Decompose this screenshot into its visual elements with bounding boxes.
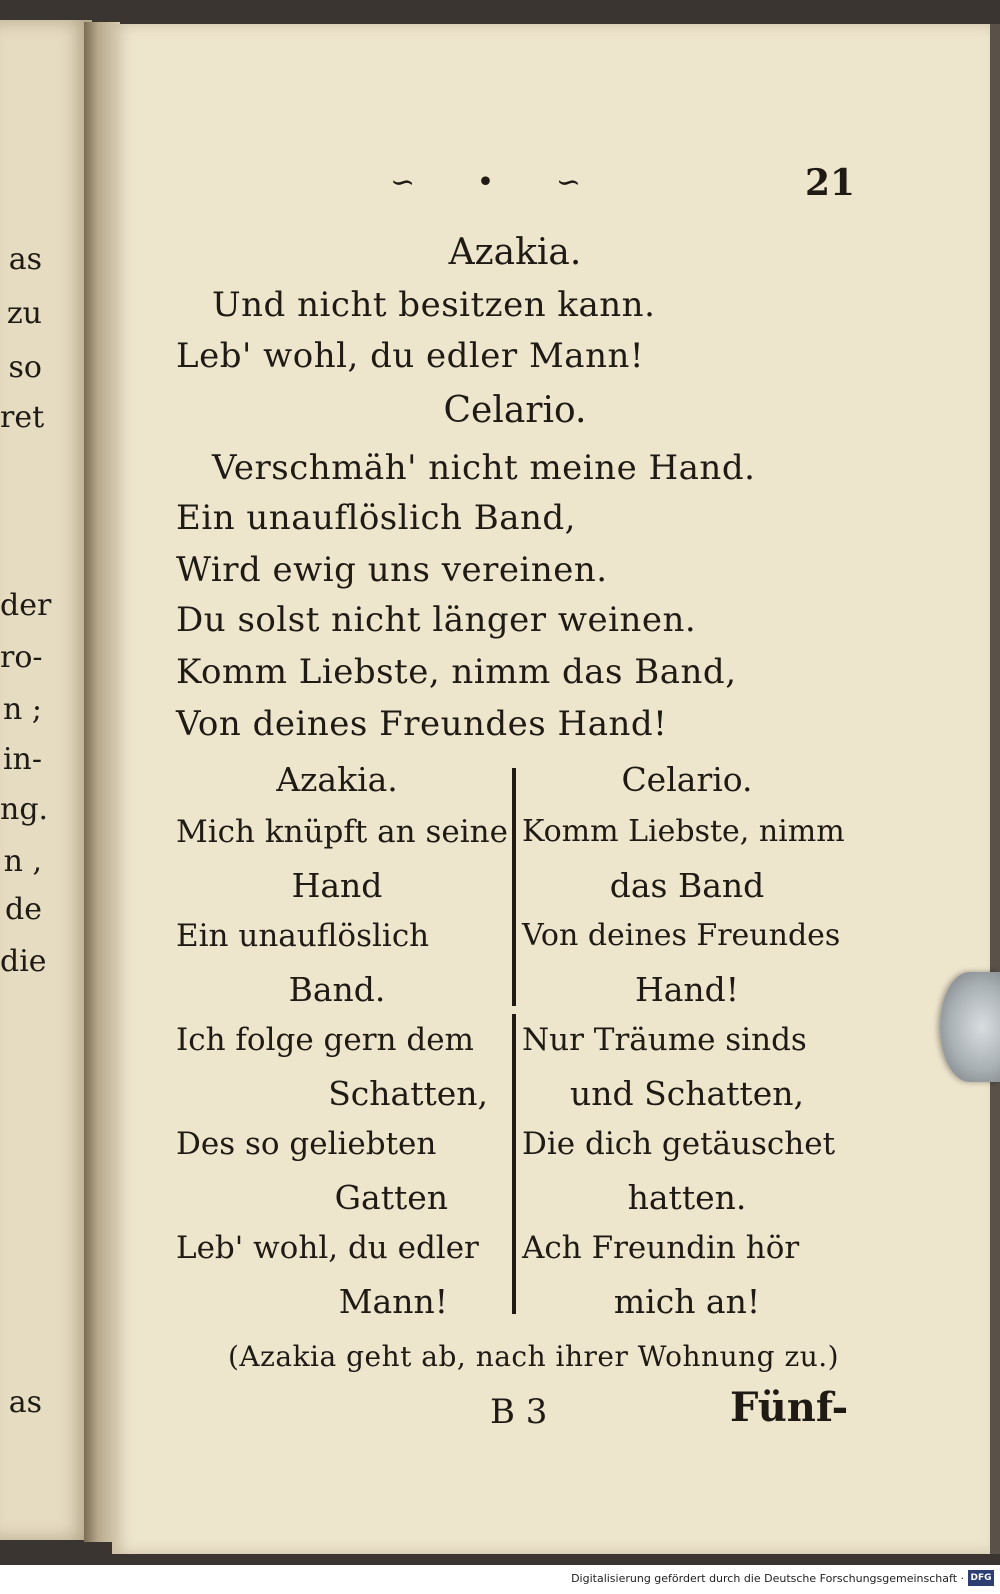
duet-left-line: Ein unauflöslich [176, 918, 430, 954]
footer-bar [0, 1565, 1000, 1594]
verse-line: Verschmäh' nicht meine Hand. [212, 448, 756, 488]
header-ornament: ∽ • ∽ [390, 165, 608, 200]
duet-right-line: Hand! [634, 970, 740, 1009]
verse-line: Von deines Freundes Hand! [176, 704, 668, 744]
page-holder-clip [940, 972, 1000, 1082]
stage-direction: (Azakia geht ab, nach ihrer Wohnung zu.) [228, 1340, 840, 1373]
duet-right-line: und Schatten, [570, 1074, 804, 1113]
duet-left-line: Band. [288, 970, 386, 1009]
duet-right-line: Komm Liebste, nimm [522, 814, 845, 849]
left-fragment: as [8, 1385, 42, 1420]
duet-left-line: Ich folge gern dem [176, 1022, 474, 1058]
verse-line: Du solst nicht länger weinen. [176, 600, 697, 640]
duet-left-line: Schatten, [328, 1074, 488, 1113]
duet-divider-lower [512, 1014, 516, 1314]
duet-left-line: Gatten [334, 1178, 448, 1217]
duet-right-line: das Band [609, 866, 765, 905]
page-number: 21 [805, 162, 856, 204]
left-fragment: ret [0, 400, 45, 435]
verse-line: Komm Liebste, nimm das Band, [176, 652, 737, 692]
verse-line: Wird ewig uns vereinen. [176, 550, 608, 590]
left-fragment: so [8, 350, 42, 385]
duet-left-line: Mich knüpft an seine [176, 814, 508, 850]
duet-right-column [522, 760, 852, 1320]
duet-right-line: Ach Freundin hör [522, 1230, 800, 1266]
left-fragment: n ; [3, 692, 42, 727]
left-fragment: zu [6, 296, 42, 331]
duet-right-line: mich an! [613, 1282, 761, 1321]
duet-left-line: Hand [291, 866, 383, 905]
footer-credit: Digitalisierung gefördert durch die Deutsche Forschungsgemeinschaft · [571, 1572, 964, 1585]
duet-right-line: hatten. [627, 1178, 747, 1217]
left-fragment: ro- [0, 640, 43, 675]
left-fragment: in- [2, 742, 42, 777]
duet-right-speaker: Celario. [621, 760, 753, 799]
duet-left-column [176, 760, 508, 1321]
duet-left-line: Mann! [338, 1282, 448, 1321]
left-fragment: die [0, 944, 47, 979]
verse-line: Leb' wohl, du edler Mann! [176, 336, 645, 376]
catchword: Fünf- [730, 1384, 849, 1431]
duet-left-line: Des so geliebten [176, 1126, 437, 1162]
left-page-edge [0, 20, 92, 1540]
duet-divider-upper [512, 768, 516, 1006]
speaker-azakia: Azakia. [448, 232, 582, 273]
verse-line: Und nicht besitzen kann. [212, 285, 656, 325]
left-fragment: as [8, 242, 42, 277]
left-fragment: n , [3, 844, 42, 879]
dfg-logo: DFG [968, 1570, 994, 1586]
left-fragment: ng. [0, 792, 49, 827]
speaker-celario: Celario. [443, 390, 587, 431]
duet-right-line: Die dich getäuschet [522, 1126, 836, 1162]
left-fragment: der [0, 588, 52, 623]
duet-right-line: Nur Träume sinds [522, 1022, 807, 1058]
duet-left-line: Leb' wohl, du edler [176, 1230, 479, 1266]
verse-line: Ein unauflöslich Band, [176, 498, 576, 538]
left-fragment: de [5, 892, 42, 927]
signature-mark: B 3 [490, 1392, 548, 1432]
duet-right-line: Von deines Freundes [522, 918, 841, 953]
duet-left-speaker: Azakia. [276, 760, 398, 799]
